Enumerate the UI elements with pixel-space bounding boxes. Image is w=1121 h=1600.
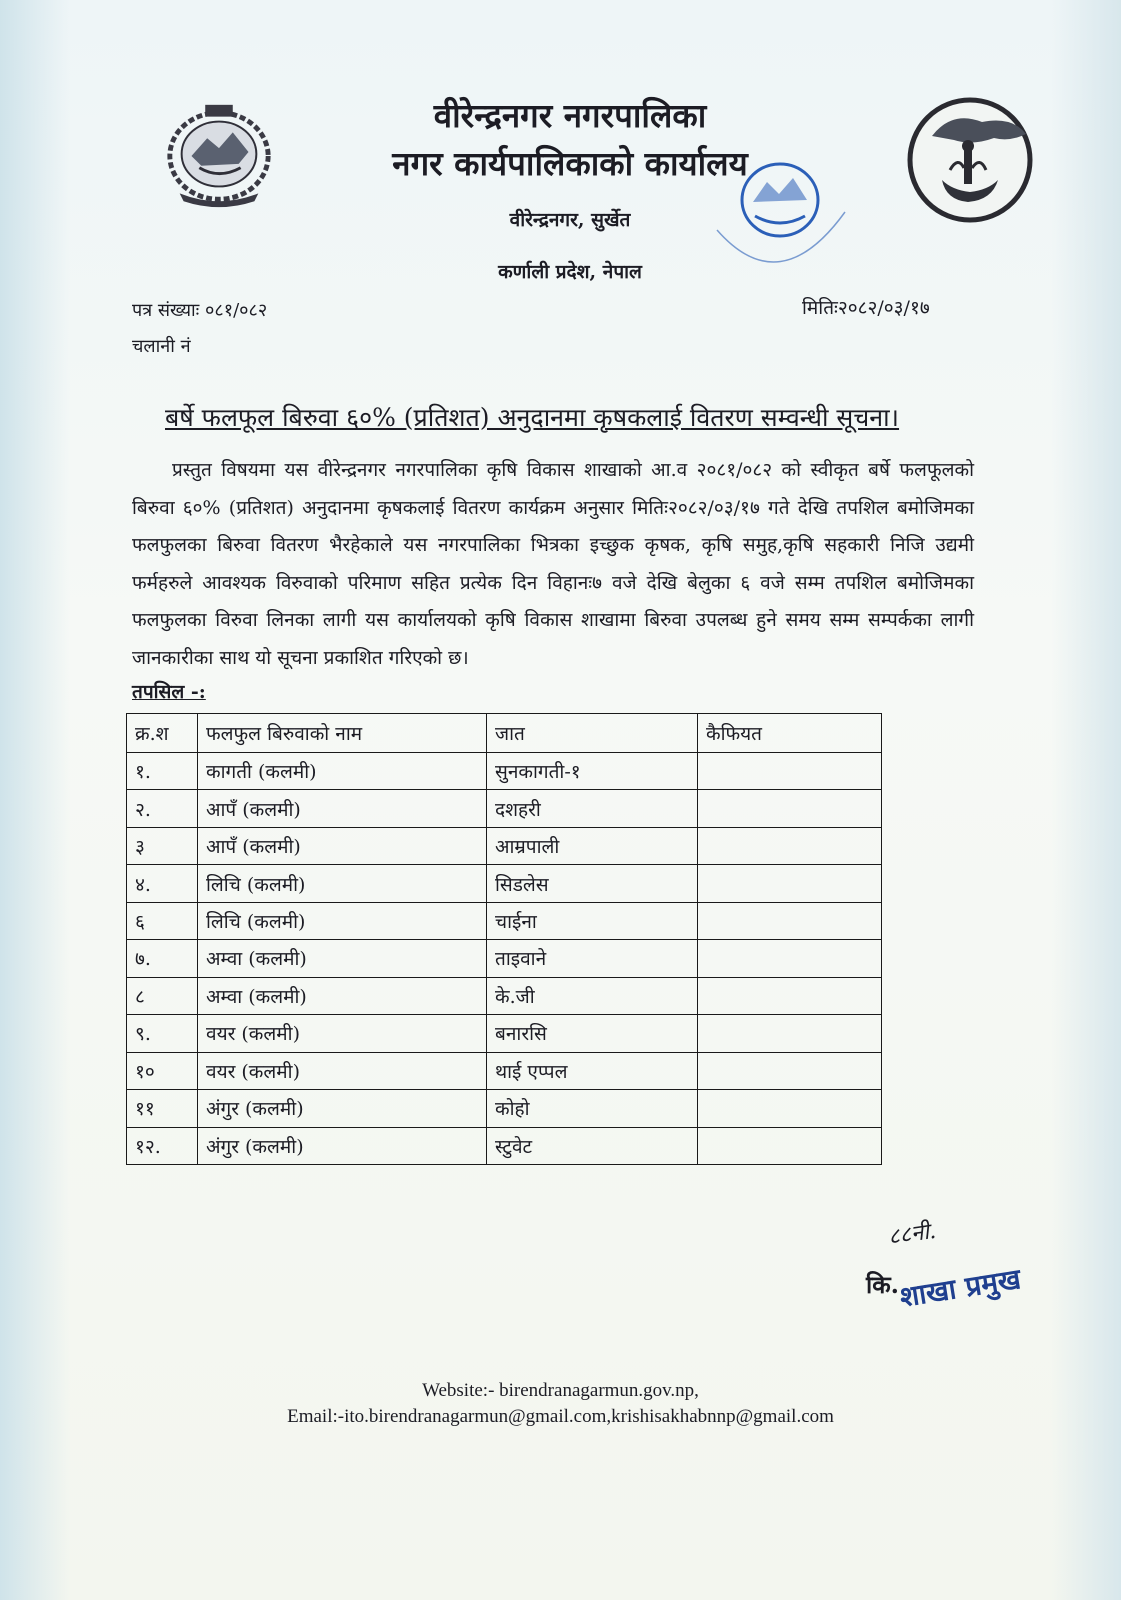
page-edge-left — [0, 0, 70, 1600]
details-label: तपसिल -: — [132, 681, 206, 703]
plant-name-cell: अंगुर (कलमी) — [198, 1127, 487, 1164]
serial-cell: ८ — [127, 977, 198, 1014]
serial-cell: १२. — [127, 1127, 198, 1164]
signature-prefix: कि. — [866, 1270, 900, 1299]
table-row — [127, 1052, 882, 1089]
plant-name-cell: लिचि (कलमी) — [198, 865, 487, 902]
variety-cell: चाईना — [487, 902, 698, 939]
plant-name-cell: वयर (कलमी) — [198, 1015, 487, 1052]
remarks-cell — [698, 940, 882, 977]
remarks-cell — [698, 902, 882, 939]
serial-cell: ९. — [127, 1015, 198, 1052]
notice-subject: बर्षे फलफूल बिरुवा ६०% (प्रतिशत) अनुदानमा कृषकलाई वितरण सम्वन्धी सूचना। — [165, 403, 900, 432]
variety-cell: सुनकागती-१ — [487, 753, 698, 790]
serial-cell: १. — [127, 753, 198, 790]
plant-name-cell: आपँ (कलमी) — [198, 827, 487, 864]
variety-cell: के.जी — [487, 977, 698, 1014]
signature-mark: ८८नी. — [886, 1218, 938, 1251]
nepal-emblem-icon — [160, 98, 278, 210]
remarks-cell — [698, 1127, 882, 1164]
remarks-cell — [698, 1090, 882, 1127]
table-row — [127, 827, 882, 864]
variety-cell: थाई एप्पल — [487, 1052, 698, 1089]
municipality-logo-icon — [902, 90, 1042, 228]
remarks-cell — [698, 1015, 882, 1052]
remarks-cell — [698, 827, 882, 864]
table-row — [127, 865, 882, 902]
serial-cell: ७. — [127, 940, 198, 977]
letter-number: पत्र संख्याः ०८१/०८२ — [132, 300, 268, 321]
header-serial: क्र.श — [127, 714, 198, 753]
plant-name-cell: लिचि (कलमी) — [198, 902, 487, 939]
plant-name-cell: अंगुर (कलमी) — [198, 1090, 487, 1127]
email-link[interactable]: Email:-ito.birendranagarmun@gmail.com,krishisakhabnnp@gmail.com — [287, 1406, 834, 1427]
variety-cell: ताइवाने — [487, 940, 698, 977]
table-row — [127, 790, 882, 827]
serial-cell: १० — [127, 1052, 198, 1089]
office-name: नगर कार्यपालिकाको कार्यालय — [392, 144, 748, 183]
serial-cell: ४. — [127, 865, 198, 902]
plant-name-cell: अम्वा (कलमी) — [198, 940, 487, 977]
remarks-cell — [698, 977, 882, 1014]
notice-body: प्रस्तुत विषयमा यस वीरेन्द्रनगर नगरपालिका कृषि विकास शाखाको आ.व २०८१/०८२ को स्वीकृत बर्षे फलफूलको बिरुवा ६०% (प्रतिशत) अनुदानमा कृषकलाई वितरण कार्यक्रम अनुसार मितिः२०८२/०३/१७ गते देखि तपशिल बमोजिमका फलफुलका बिरुवा वितरण भैरहेकाले यस नगरपालिका भित्रका इच्छुक कृषक, कृषि समुह,कृषि सहकारी निजि उद्यमी फर्महरुले आवश्यक विरुवाको परिमाण सहित प्रत्येक दिन विहानः७ वजे देखि बेलुका ६ वजे सम्म तपशिल बमोजिमका फलफुलका विरुवा लिनका लागी यस कार्यालयको कृषि विकास शाखामा बिरुवा उपलब्ध हुने समय सम्म सम्पर्कका लागी जानकारीका साथ यो सूचना प्रकाशित गरिएको छ। — [132, 459, 974, 669]
variety-cell: स्टुवेट — [487, 1127, 698, 1164]
website-link[interactable]: Website:- birendranagarmun.gov.np, — [422, 1380, 699, 1401]
plant-name-cell: अम्वा (कलमी) — [198, 977, 487, 1014]
serial-cell: ३ — [127, 827, 198, 864]
header-remarks: कैफियत — [698, 714, 882, 753]
province-name: कर्णाली प्रदेश, नेपाल — [498, 261, 642, 283]
remarks-cell — [698, 790, 882, 827]
table-row — [127, 1015, 882, 1052]
plant-name-cell: कागती (कलमी) — [198, 753, 487, 790]
remarks-cell — [698, 1052, 882, 1089]
table-row — [127, 753, 882, 790]
variety-cell: आम्रपाली — [487, 827, 698, 864]
page-edge-right — [1051, 0, 1121, 1600]
variety-cell: कोहो — [487, 1090, 698, 1127]
table-row — [127, 902, 882, 939]
branch-chief-stamp: शाखा प्रमुख — [897, 1262, 1023, 1314]
variety-cell: सिडलेस — [487, 865, 698, 902]
table-row — [127, 1090, 882, 1127]
letter-date: मितिः२०८२/०३/१७ — [802, 297, 930, 319]
remarks-cell — [698, 865, 882, 902]
header-variety: जात — [487, 714, 698, 753]
plant-name-cell: वयर (कलमी) — [198, 1052, 487, 1089]
table-row — [127, 1127, 882, 1164]
table-row — [127, 940, 882, 977]
serial-cell: २. — [127, 790, 198, 827]
plant-variety-table — [126, 713, 882, 1165]
serial-cell: ६ — [127, 902, 198, 939]
variety-cell: बनारसि — [487, 1015, 698, 1052]
plant-name-cell: आपँ (कलमी) — [198, 790, 487, 827]
dispatch-number: चलानी नं — [132, 336, 191, 357]
table-row — [127, 977, 882, 1014]
variety-cell: दशहरी — [487, 790, 698, 827]
serial-cell: ११ — [127, 1090, 198, 1127]
remarks-cell — [698, 753, 882, 790]
office-address: वीरेन्द्रनगर, सुर्खेत — [509, 209, 631, 231]
header-plant-name: फलफुल बिरुवाको नाम — [198, 714, 487, 753]
table-header-row — [127, 714, 882, 753]
municipality-name: वीरेन्द्रनगर नगरपालिका — [433, 96, 707, 135]
